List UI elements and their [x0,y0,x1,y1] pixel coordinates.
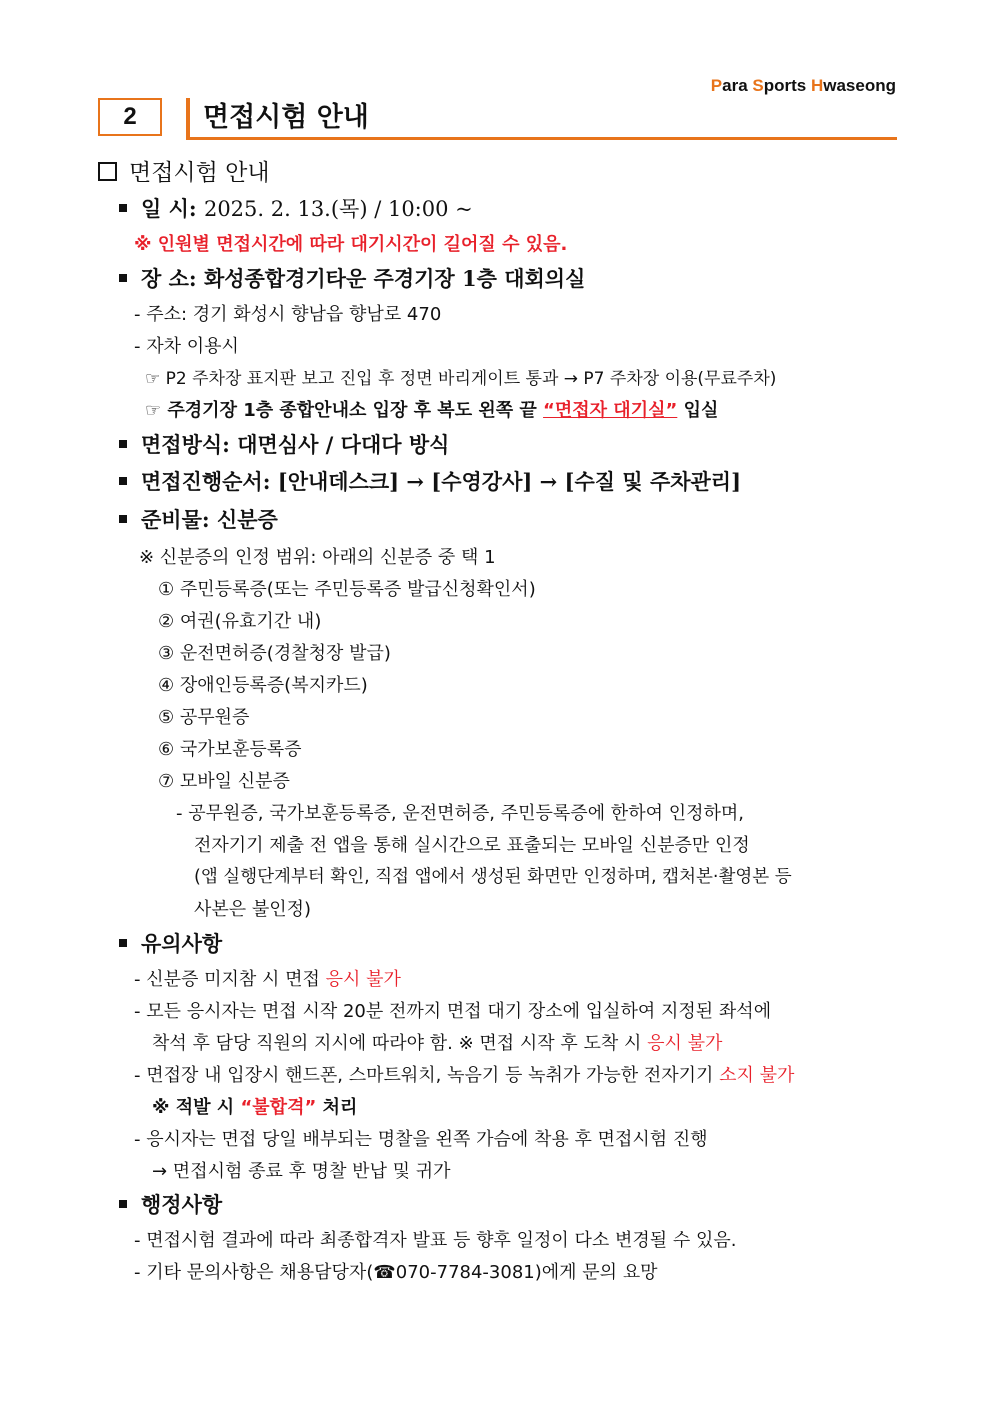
square-bullet-icon [119,515,127,523]
brand-text-ara: ara [722,76,753,95]
admin-phone: ☎070-7784-3081 [373,1262,535,1283]
venue-item [119,263,585,293]
square-bullet-icon [119,274,127,282]
section-number-box: 2 [98,98,162,136]
caution-3-fail: “불합격” [240,1097,317,1118]
caution-1-red: 응시 불가 [325,969,401,990]
id-list-item: ② 여권(유효기간 내) [158,611,322,632]
caution-1 [134,965,401,991]
schedule-note: ※ 인원별 면접시간에 따라 대기시간이 길어질 수 있음. [134,234,568,255]
square-bullet-icon [119,477,127,485]
caution-1-text: - 신분증 미지참 시 면접 [134,969,326,990]
venue-address: - 주소: 경기 화성시 향남읍 향남로 470 [134,304,442,325]
caution-2-red: 응시 불가 [647,1033,723,1054]
title-accent-bar [186,98,190,138]
prep-item [119,504,278,534]
venue-entry-room: “면접자 대기실” [543,400,678,421]
id-list-item: ⑥ 국가보훈등록증 [158,739,302,760]
caution-3-line1 [134,1061,794,1087]
caution-2-line2 [152,1029,722,1055]
brand-letter-p: P [710,76,723,95]
caution-3-red: 소지 불가 [719,1065,795,1086]
prep-label: 준비물: [141,507,210,532]
schedule-value: 2025. 2. 13.(목) / 10:00 ~ [203,197,473,221]
order-value: [안내데스크] → [수영강사] → [수질 및 주차관리] [277,469,742,494]
method-label: 면접방식: [141,432,230,457]
square-bullet-icon [119,1200,127,1208]
venue-parking: ☞ P2 주차장 표지판 보고 진입 후 정면 바리게이트 통과 → P7 주차장 이용(무료주차) [145,369,777,389]
admin-2-suffix: )에게 문의 요망 [534,1262,658,1283]
caution-4-line2: → 면접시험 종료 후 명찰 반납 및 귀가 [152,1161,451,1182]
prep-value: 신분증 [216,507,278,532]
brand-letter-h: H [810,76,824,95]
method-value: 대면심사 / 다대다 방식 [237,432,450,457]
venue-entry-prefix: ☞ 주경기장 1층 종합안내소 입장 후 복도 왼쪽 끝 [145,400,544,421]
admin-label: 행정사항 [141,1192,223,1217]
caution-3-line2 [152,1093,357,1119]
caution-4-line1: - 응시자는 면접 당일 배부되는 명찰을 왼쪽 가슴에 착용 후 면접시험 진행 [134,1129,708,1150]
order-label: 면접진행순서: [141,469,271,494]
page-title: 면접시험 안내 [203,102,369,133]
admin-heading [119,1189,222,1219]
admin-1: - 면접시험 결과에 따라 최종합격자 발표 등 향후 일정이 다소 변경될 수 있음. [134,1230,737,1251]
title-underline [186,137,897,140]
id-list-item: ③ 운전면허증(경찰청장 발급) [158,643,391,664]
brand-text-ports: ports [763,76,811,95]
square-bullet-icon [119,939,127,947]
id-list-item: ④ 장애인등록증(복지카드) [158,675,368,696]
venue-entry [145,396,718,422]
caution-3-prefix: ※ 적발 시 [152,1097,241,1118]
square-bullet-icon [119,440,127,448]
admin-2 [134,1258,658,1284]
mobile-id-note: (앱 실행단계부터 확인, 직접 앱에서 생성된 화면만 인정하며, 캡처본·촬영본 등 [194,867,792,887]
id-list-item: ① 주민등록증(또는 주민등록증 발급신청확인서) [158,579,536,600]
brand-logo [711,76,896,96]
cautions-heading [119,928,222,958]
caution-3-text: - 면접장 내 입장시 핸드폰, 스마트워치, 녹음기 등 녹취가 가능한 전자기기 [134,1065,720,1086]
venue-label: 장 소: [141,266,197,291]
brand-text-waseong: waseong [823,76,896,95]
caution-3-suffix: 처리 [316,1097,358,1118]
admin-2-prefix: - 기타 문의사항은 채용담당자( [134,1262,374,1283]
id-list-item: ⑦ 모바일 신분증 [158,771,290,792]
mobile-id-note: - 공무원증, 국가보훈등록증, 운전면허증, 주민등록증에 한하여 인정하며, [176,803,744,824]
schedule-item [119,193,473,223]
order-item [119,466,741,496]
id-list-item: ⑤ 공무원증 [158,707,250,728]
cautions-label: 유의사항 [141,931,223,956]
mobile-id-note: 전자기기 제출 전 앱을 통해 실시간으로 표출되는 모바일 신분증만 인정 [194,835,750,856]
caution-2-line1: - 모든 응시자는 면접 시작 20분 전까지 면접 대기 장소에 입실하여 지정된 좌석에 [134,1001,772,1022]
brand-letter-s: S [752,76,764,95]
venue-value: 화성종합경기타운 주경기장 1층 대회의실 [203,266,586,291]
caution-2-text: 착석 후 담당 직원의 지시에 따라야 함. ※ 면접 시작 후 도착 시 [152,1033,648,1054]
section-heading-text: 면접시험 안내 [129,160,270,186]
method-item [119,429,449,459]
checkbox-icon [98,162,117,181]
prep-note: ※ 신분증의 인정 범위: 아래의 신분증 중 택 1 [139,547,496,568]
schedule-label: 일 시: [141,196,197,221]
venue-car: - 자차 이용시 [134,336,239,357]
venue-entry-suffix: 입실 [677,400,719,421]
section-heading [98,154,270,187]
mobile-id-note: 사본은 불인정) [194,899,312,920]
square-bullet-icon [119,204,127,212]
